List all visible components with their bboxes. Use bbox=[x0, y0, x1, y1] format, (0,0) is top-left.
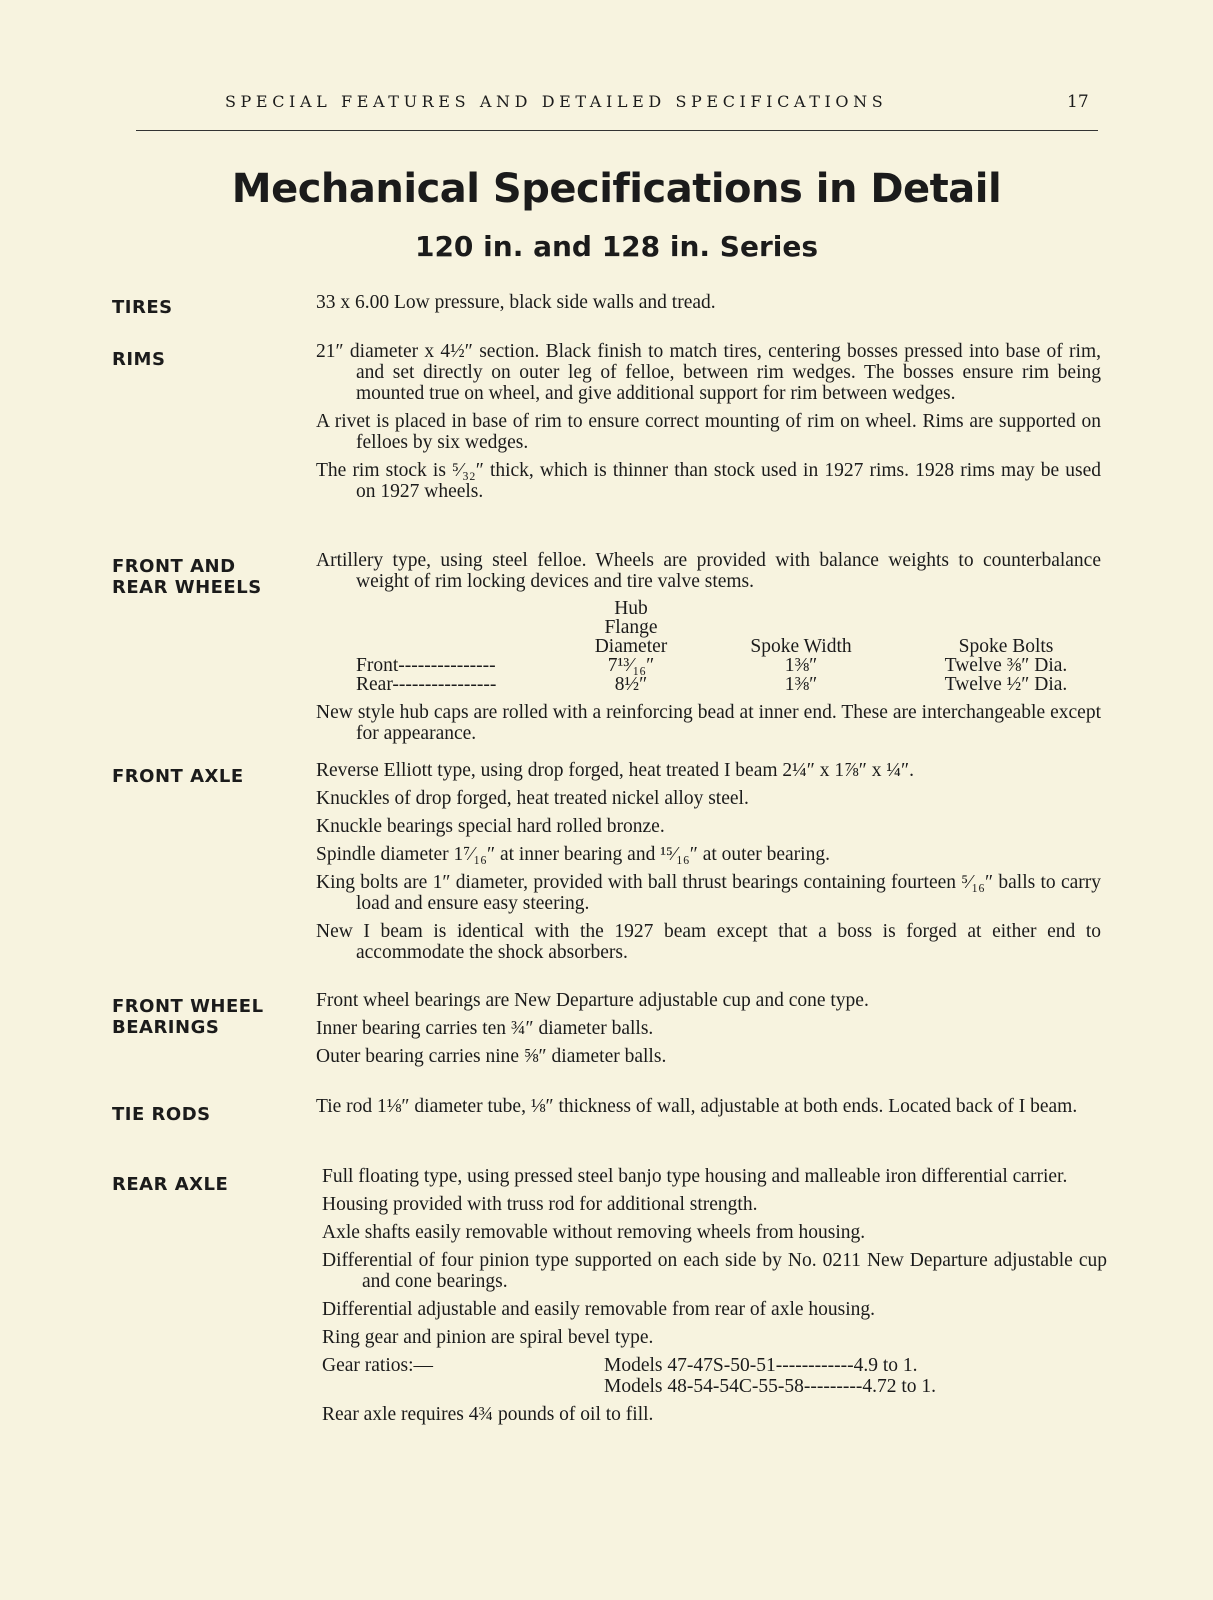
paragraph: Tie rod 1⅛″ diameter tube, ⅛″ thickness of wall, adjustable at both ends. Located back of I beam. bbox=[316, 1096, 1078, 1117]
table-cell: Front--------------- bbox=[356, 655, 496, 676]
section-label-rims: RIMS bbox=[112, 349, 166, 370]
header-rule bbox=[136, 130, 1098, 131]
label-line: FRONT WHEEL bbox=[112, 996, 264, 1017]
label-line: FRONT AND bbox=[112, 556, 236, 577]
table-cell: 1⅜″ bbox=[784, 674, 818, 695]
paragraph: New I beam is identical with the 1927 beam except that a boss is forged at either end to accommodate the shock absorbers. bbox=[316, 921, 1101, 963]
paragraph: Rear axle requires 4¾ pounds of oil to fill. bbox=[322, 1404, 654, 1425]
table-cell: Twelve ½″ Dia. bbox=[944, 674, 1068, 695]
label-line: REAR WHEELS bbox=[112, 577, 262, 598]
section-label-tires: TIRES bbox=[112, 297, 173, 318]
section-label-front-wheel-bearings bbox=[112, 996, 264, 1038]
paragraph: Differential adjustable and easily removable from rear of axle housing. bbox=[322, 1299, 876, 1320]
paragraph: Full floating type, using pressed steel banjo type housing and malleable iron differential carrier. bbox=[322, 1166, 1068, 1187]
page-title: Mechanical Specifications in Detail bbox=[231, 166, 1002, 212]
paragraph: Differential of four pinion type supported on each side by No. 0211 New Departure adjustable cup and cone bearings. bbox=[322, 1250, 1107, 1292]
label-line: BEARINGS bbox=[112, 1017, 220, 1038]
section-label-rear-axle: REAR AXLE bbox=[112, 1174, 229, 1195]
gear-ratios-label: Gear ratios:— bbox=[322, 1355, 434, 1376]
gear-ratio-row bbox=[604, 1376, 1107, 1397]
paragraph: Outer bearing carries nine ⅝″ diameter balls. bbox=[316, 1046, 667, 1067]
running-header: SPECIAL FEATURES AND DETAILED SPECIFICATIONS bbox=[225, 92, 888, 111]
paragraph: Front wheel bearings are New Departure adjustable cup and cone type. bbox=[316, 990, 869, 1011]
table-header bbox=[356, 599, 556, 656]
paragraph: 33 x 6.00 Low pressure, black side walls and tread. bbox=[316, 292, 716, 313]
table-cell: 1⅜″ bbox=[784, 655, 818, 676]
paragraph: A rivet is placed in base of rim to ensure correct mounting of rim on wheel. Rims are supported on felloes by six wedges. bbox=[316, 411, 1101, 453]
paragraph: Housing provided with truss rod for additional strength. bbox=[322, 1194, 758, 1215]
paragraph: New style hub caps are rolled with a reinforcing bead at inner end. These are interchangeable except for appearance. bbox=[316, 702, 1101, 744]
section-body-tires bbox=[316, 292, 1101, 320]
table-cell: 7¹³⁄₁₆″ bbox=[607, 655, 655, 676]
gear-ratios bbox=[322, 1355, 1107, 1397]
gear-ratio-models: Models 48-54-54C-55-58--------- bbox=[604, 1376, 863, 1397]
table-cell: 8½″ bbox=[614, 674, 648, 695]
section-label-front-axle: FRONT AXLE bbox=[112, 766, 244, 787]
paragraph: Knuckle bearings special hard rolled bronze. bbox=[316, 816, 665, 837]
table-header: Spoke Width bbox=[750, 636, 852, 657]
table-header: Spoke Bolts bbox=[958, 636, 1054, 657]
section-body-wheels bbox=[316, 550, 1101, 751]
gear-ratio-value: 4.9 to 1. bbox=[853, 1355, 918, 1376]
gear-ratio-value: 4.72 to 1. bbox=[862, 1376, 936, 1397]
table-cell: Rear---------------- bbox=[356, 674, 497, 695]
paragraph: Spindle diameter 1⁷⁄₁₆″ at inner bearing and ¹⁵⁄₁₆″ at outer bearing. bbox=[316, 844, 830, 865]
table-cell: Twelve ⅜″ Dia. bbox=[944, 655, 1068, 676]
paragraph: Axle shafts easily removable without removing wheels from housing. bbox=[322, 1222, 866, 1243]
page-number: 17 bbox=[1067, 92, 1089, 112]
paragraph: Ring gear and pinion are spiral bevel type. bbox=[322, 1327, 654, 1348]
paragraph: King bolts are 1″ diameter, provided with ball thrust bearings containing fourteen ⁵⁄₁₆″ balls to carry load and ensure easy steering. bbox=[316, 872, 1101, 914]
section-label-wheels bbox=[112, 556, 262, 598]
paragraph: 21″ diameter x 4½″ section. Black finish to match tires, centering bosses pressed into base of rim, and set directly on outer leg of felloe, between rim wedges. The bosses ensure rim being mounted true on wheel, and give additional support for rim between wedges. bbox=[316, 341, 1101, 404]
section-body-tie-rods bbox=[316, 1096, 1101, 1124]
paragraph: Knuckles of drop forged, heat treated nickel alloy steel. bbox=[316, 788, 749, 809]
paragraph: Artillery type, using steel felloe. Wheels are provided with balance weights to counterbalance weight of rim locking devices and tire valve stems. bbox=[316, 550, 1101, 592]
section-body-front-axle bbox=[316, 760, 1101, 970]
paragraph: Inner bearing carries ten ¾″ diameter balls. bbox=[316, 1018, 654, 1039]
section-body-rims bbox=[316, 341, 1101, 509]
table-header: Hub Flange Diameter bbox=[594, 598, 668, 657]
paragraph: The rim stock is ⁵⁄₃₂″ thick, which is thinner than stock used in 1927 rims. 1928 rims may be used on 1927 wheels. bbox=[316, 460, 1101, 502]
section-body-bearings bbox=[316, 990, 1101, 1074]
gear-ratio-models: Models 47-47S-50-51------------ bbox=[604, 1355, 854, 1376]
wheel-spec-table bbox=[356, 599, 1101, 694]
gear-ratio-row bbox=[604, 1355, 1107, 1376]
section-label-tie-rods: TIE RODS bbox=[112, 1104, 211, 1125]
page-subtitle: 120 in. and 128 in. Series bbox=[414, 230, 819, 263]
gear-ratio-rows bbox=[604, 1355, 1107, 1397]
section-body-rear-axle bbox=[322, 1166, 1107, 1432]
paragraph: Reverse Elliott type, using drop forged, heat treated I beam 2¼″ x 1⅞″ x ¼″. bbox=[316, 760, 915, 781]
